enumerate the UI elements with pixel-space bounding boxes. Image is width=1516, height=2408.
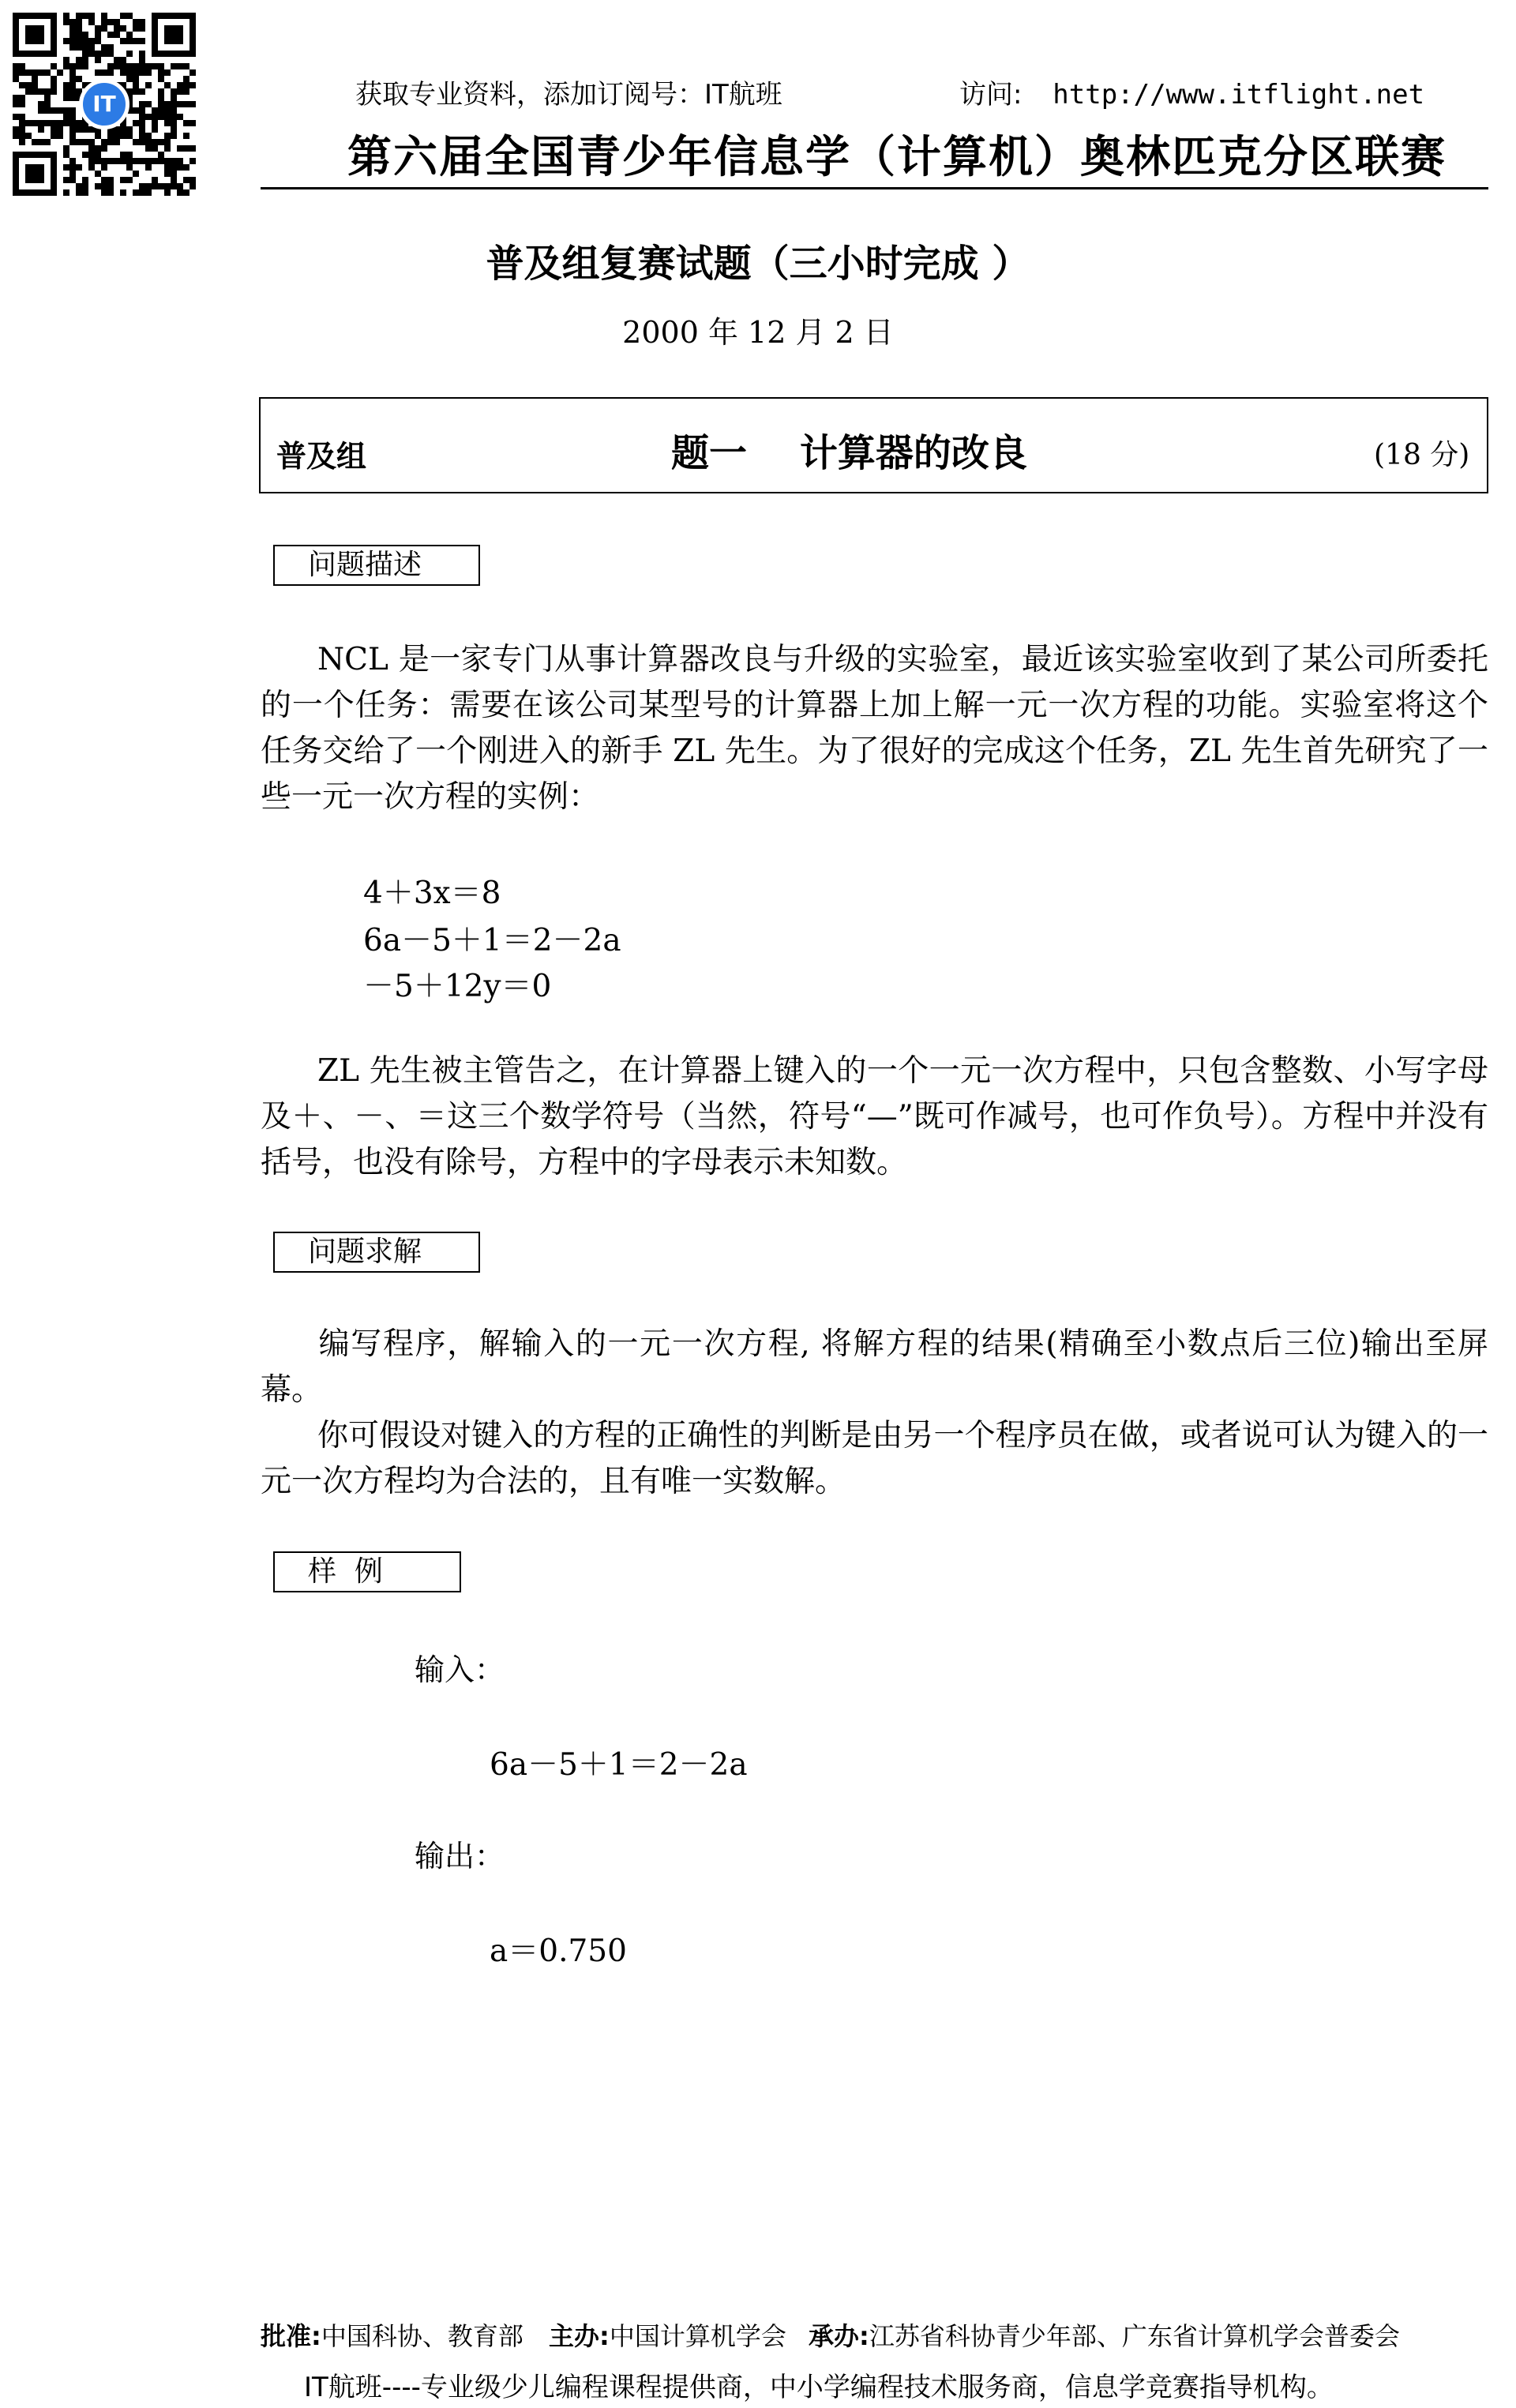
problem-score: (18 分)	[1374, 439, 1470, 471]
subscribe-text: 获取专业资料，添加订阅号：IT航班	[355, 79, 782, 111]
approve-value: 中国科协、教育部	[321, 2321, 523, 2351]
sample-output-value: a＝0.750	[490, 1934, 627, 1969]
sample-input-label: 输入：	[415, 1652, 505, 1687]
section-label-solve: 问题求解	[273, 1232, 480, 1273]
example-equation: －5＋12y＝0	[363, 969, 552, 1004]
example-equation: 6a－5＋1＝2－2a	[363, 923, 621, 958]
section-label-description: 问题描述	[273, 545, 480, 586]
example-equation: 4＋3x＝8	[363, 876, 501, 911]
visit-line	[959, 73, 1424, 111]
footer-organizers	[261, 2316, 1400, 2353]
qr-logo: IT	[79, 79, 129, 129]
organizer-label: 承办:	[809, 2321, 869, 2351]
host-label: 主办:	[549, 2321, 610, 2351]
sample-input-value: 6a－5＋1＝2－2a	[490, 1747, 748, 1783]
problem-group: 普及组	[276, 439, 367, 474]
description-paragraph: ZL 先生被主管告之，在计算器上键入的一个一元一次方程中，只包含整数、小写字母及＋、－、＝这三个数学符号（当然，符号“—”既可作减号，也可作负号）。方程中并没有括号，也没有除号，方程中的字母表示未知数。	[261, 1053, 1488, 1180]
website-link[interactable]: http://www.itflight.net	[1053, 79, 1425, 111]
section-label-sample: 样 例	[273, 1551, 461, 1592]
approve-label: 批准:	[261, 2321, 321, 2351]
visit-label: 访问:	[959, 79, 1023, 111]
header-divider	[261, 187, 1488, 189]
exam-title: 普及组复赛试题（三小时完成 ）	[486, 242, 1030, 286]
problem-title: 题一 计算器的改良	[671, 431, 1027, 475]
description-paragraph: NCL 是一家专门从事计算器改良与升级的实验室，最近该实验室收到了某公司所委托的一个任务：需要在该公司某型号的计算器上加上解一元一次方程的功能。实验室将这个任务交给了一个刚进入的新手 ZL 先生。为了很好的完成这个任务，ZL 先生首先研究了一些一元一次方程的实例：	[261, 642, 1488, 815]
exam-date: 2000 年 12 月 2 日	[622, 315, 894, 350]
footer-slogan: IT航班----专业级少儿编程课程提供商，中小学编程技术服务商，信息学竞赛指导机构。	[304, 2372, 1334, 2403]
host-value: 中国计算机学会	[609, 2321, 786, 2351]
sample-output-label: 输出：	[415, 1839, 505, 1874]
solve-paragraph: 编写程序，解输入的一元一次方程, 将解方程的结果(精确至小数点后三位)输出至屏幕。	[261, 1326, 1488, 1408]
solve-paragraph: 你可假设对键入的方程的正确性的判断是由另一个程序员在做，或者说可认为键入的一元一次方程均为合法的，且有唯一实数解。	[261, 1418, 1488, 1499]
organizer-value: 江苏省科协青少年部、广东省计算机学会普委会	[869, 2321, 1400, 2351]
page-title: 第六届全国青少年信息学（计算机）奥林匹克分区联赛	[347, 132, 1447, 183]
